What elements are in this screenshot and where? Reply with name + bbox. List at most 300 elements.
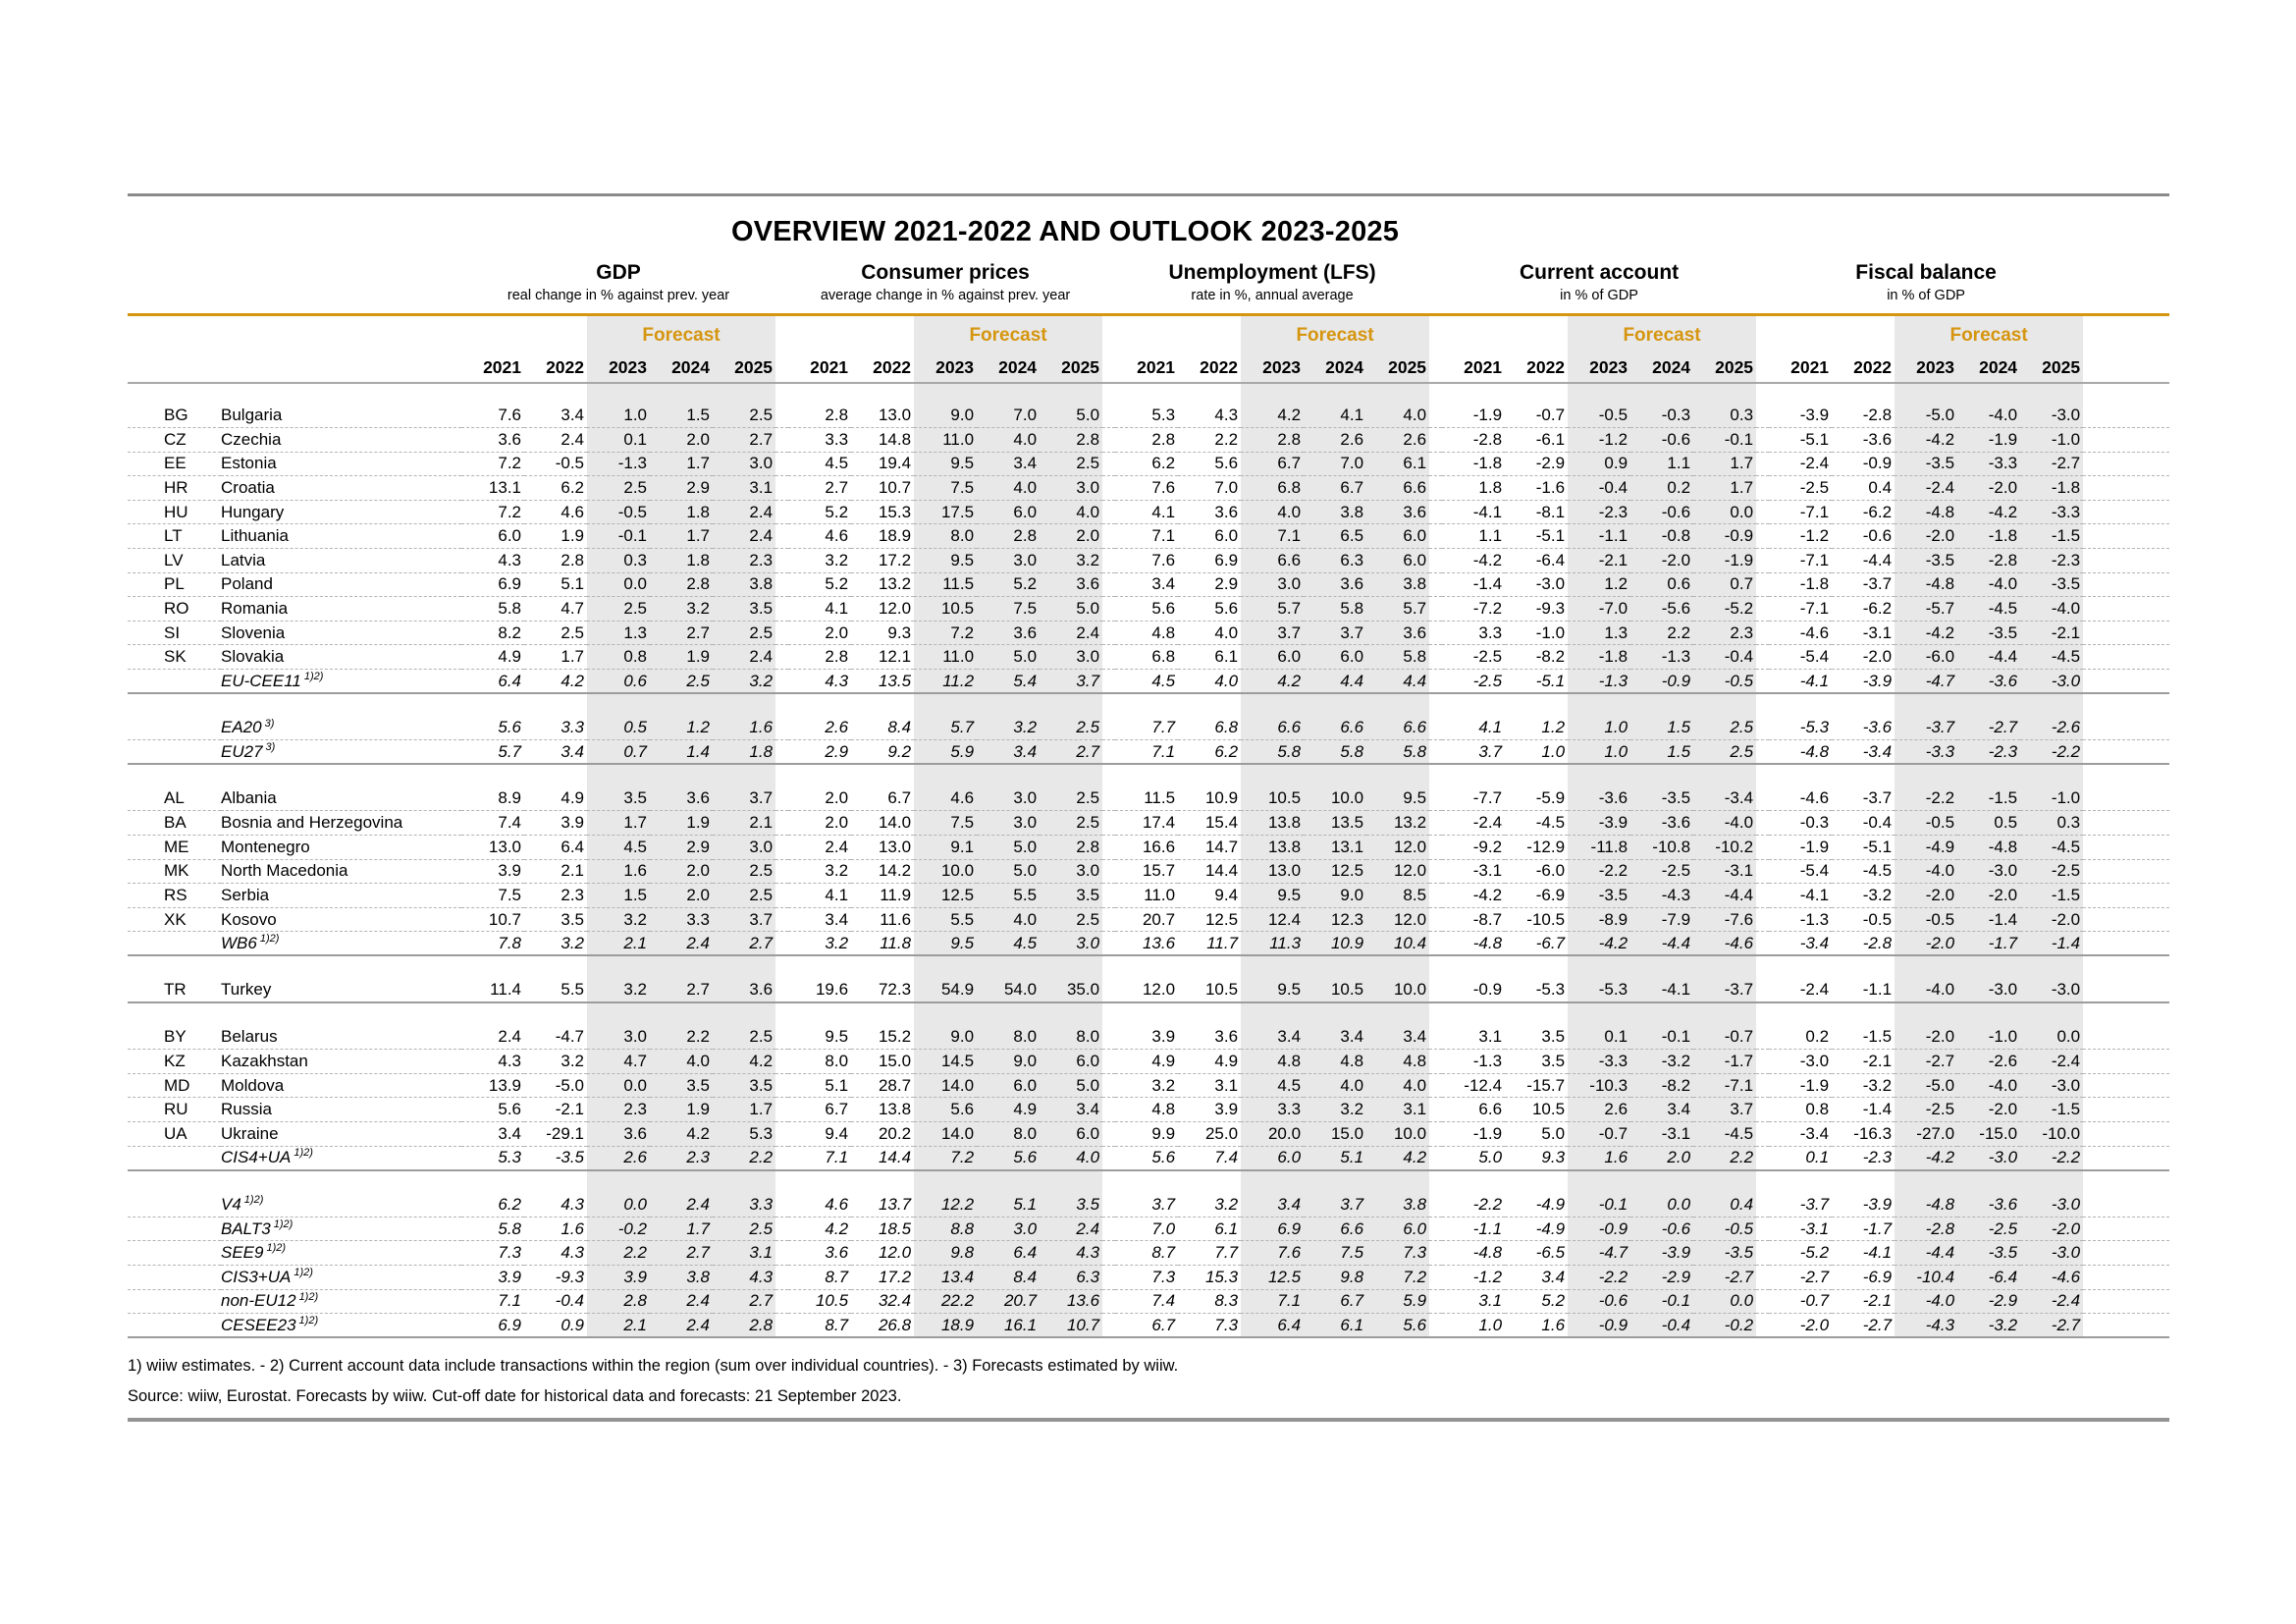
- value-cell: -3.1: [1442, 859, 1505, 884]
- footnote-marker: 1)2): [294, 1267, 313, 1279]
- value-cell: 8.4: [851, 716, 914, 740]
- value-cell: -2.2: [2020, 1146, 2083, 1170]
- year-header: 2022: [524, 348, 587, 383]
- row-tail: [2083, 314, 2169, 348]
- value-cell: -4.5: [1957, 597, 2020, 622]
- value-cell: -2.2: [2020, 740, 2083, 765]
- value-cell: 13.0: [851, 836, 914, 860]
- column-gap: [1756, 907, 1769, 932]
- value-cell: 2.8: [524, 549, 587, 573]
- value-cell: 3.6: [1366, 621, 1429, 645]
- value-cell: -2.0: [2020, 907, 2083, 932]
- country-code: [128, 1289, 221, 1314]
- value-cell: 2.2: [587, 1241, 650, 1266]
- value-cell: 4.2: [788, 1217, 851, 1241]
- value-cell: -3.5: [524, 1146, 587, 1170]
- value-cell: 3.2: [1304, 1098, 1366, 1122]
- column-gap: [1756, 716, 1769, 740]
- value-cell: 3.9: [524, 811, 587, 836]
- value-cell: 1.8: [1442, 476, 1505, 501]
- value-cell: -3.1: [1769, 1217, 1832, 1241]
- value-cell: 2.4: [713, 500, 775, 524]
- value-cell: 10.7: [1040, 1314, 1102, 1338]
- value-cell: 2.5: [713, 404, 775, 428]
- column-gap: [1756, 288, 1769, 314]
- year-header: 2025: [713, 348, 775, 383]
- value-cell: 17.2: [851, 549, 914, 573]
- value-cell: 1.7: [713, 1098, 775, 1122]
- value-cell: -4.4: [1895, 1241, 1957, 1266]
- value-cell: 5.7: [461, 740, 524, 765]
- spacer-cell: [1568, 955, 1756, 978]
- value-cell: 4.0: [1178, 670, 1241, 694]
- row-tail: [2083, 248, 2169, 288]
- value-cell: 0.7: [587, 740, 650, 765]
- spacer-cell: [1115, 1002, 1241, 1025]
- value-cell: 6.0: [1304, 645, 1366, 670]
- value-cell: 8.0: [914, 524, 977, 549]
- table-row: [128, 932, 2169, 956]
- value-cell: 1.5: [1630, 716, 1693, 740]
- value-cell: 3.5: [1505, 1050, 1568, 1074]
- country-name: [221, 1289, 461, 1314]
- column-gap: [775, 549, 788, 573]
- value-cell: -1.8: [1442, 452, 1505, 476]
- column-gap: [1756, 476, 1769, 501]
- value-cell: 7.1: [461, 1289, 524, 1314]
- column-gap: [1756, 811, 1769, 836]
- value-cell: 3.0: [977, 811, 1040, 836]
- row-tail: [2083, 404, 2169, 428]
- row-tail: [2083, 1289, 2169, 1314]
- value-cell: 2.1: [524, 859, 587, 884]
- value-cell: 2.5: [1693, 740, 1756, 765]
- value-cell: 2.8: [1115, 428, 1178, 453]
- column-gap: [1102, 621, 1115, 645]
- column-gap: [1756, 572, 1769, 597]
- value-cell: 4.4: [1366, 670, 1429, 694]
- value-cell: 4.0: [1040, 1146, 1102, 1170]
- value-cell: 2.4: [524, 428, 587, 453]
- value-cell: 0.5: [1957, 811, 2020, 836]
- value-cell: -0.1: [1630, 1289, 1693, 1314]
- value-cell: -0.5: [1832, 907, 1895, 932]
- value-cell: 14.0: [851, 811, 914, 836]
- subtitle-row: [128, 288, 2169, 314]
- value-cell: -3.9: [1832, 1193, 1895, 1218]
- row-tail: [2083, 955, 2169, 978]
- row-tail: [2083, 978, 2169, 1002]
- country-code: SI: [128, 621, 221, 645]
- row-tail: [2083, 670, 2169, 694]
- value-cell: 5.1: [1304, 1146, 1366, 1170]
- column-gap: [1102, 1098, 1115, 1122]
- year-header: 2021: [788, 348, 851, 383]
- value-cell: 6.7: [1115, 1314, 1178, 1338]
- value-cell: 3.2: [788, 549, 851, 573]
- value-cell: 3.2: [788, 932, 851, 956]
- column-gap: [775, 932, 788, 956]
- value-cell: 6.7: [1304, 476, 1366, 501]
- value-cell: 3.6: [1304, 572, 1366, 597]
- value-cell: 0.7: [1693, 572, 1756, 597]
- value-cell: -10.0: [2020, 1121, 2083, 1146]
- spacer-row: [128, 764, 2169, 786]
- spacer-cell: [587, 693, 775, 716]
- value-cell: 19.4: [851, 452, 914, 476]
- value-cell: -1.5: [2020, 1098, 2083, 1122]
- value-cell: -3.0: [2020, 670, 2083, 694]
- value-cell: 7.6: [1115, 476, 1178, 501]
- value-cell: -4.2: [1442, 884, 1505, 908]
- value-cell: -0.5: [1895, 811, 1957, 836]
- value-cell: 2.9: [650, 836, 713, 860]
- country-name-text: Hungary: [221, 502, 285, 521]
- value-cell: -6.9: [1505, 884, 1568, 908]
- column-gap: [1429, 811, 1442, 836]
- value-cell: 12.0: [851, 1241, 914, 1266]
- spacer-cell: [1568, 693, 1756, 716]
- value-cell: 13.8: [1241, 836, 1304, 860]
- value-cell: 22.2: [914, 1289, 977, 1314]
- spacer-cell: [1442, 1170, 1568, 1193]
- value-cell: -1.0: [2020, 428, 2083, 453]
- value-cell: 1.6: [1568, 1146, 1630, 1170]
- spacer-cell: [128, 693, 461, 716]
- value-cell: -3.9: [1832, 670, 1895, 694]
- column-gap: [1756, 383, 1769, 404]
- value-cell: -4.8: [1895, 1193, 1957, 1218]
- column-gap: [1429, 955, 1442, 978]
- value-cell: -4.1: [1832, 1241, 1895, 1266]
- value-cell: 11.5: [1115, 786, 1178, 811]
- country-name-text: Bosnia and Herzegovina: [221, 813, 403, 833]
- value-cell: -3.7: [1895, 716, 1957, 740]
- value-cell: 2.4: [650, 932, 713, 956]
- value-cell: -4.2: [1442, 549, 1505, 573]
- country-code: RU: [128, 1098, 221, 1122]
- row-tail: [2083, 383, 2169, 404]
- value-cell: -4.0: [1957, 1073, 2020, 1098]
- column-gap: [775, 500, 788, 524]
- value-cell: 2.8: [1040, 428, 1102, 453]
- spacer-cell: [1115, 764, 1241, 786]
- table-row: [128, 978, 2169, 1002]
- value-cell: 7.0: [977, 404, 1040, 428]
- column-gap: [1756, 1314, 1769, 1338]
- value-cell: -2.4: [1769, 978, 1832, 1002]
- spacer-cell: [1769, 764, 1895, 786]
- value-cell: -5.7: [1895, 597, 1957, 622]
- column-gap: [1756, 1002, 1769, 1025]
- value-cell: 5.8: [1241, 740, 1304, 765]
- column-gap: [1102, 1050, 1115, 1074]
- value-cell: 1.1: [1442, 524, 1505, 549]
- column-gap: [775, 621, 788, 645]
- column-gap: [1429, 1073, 1442, 1098]
- group-subtitle: in % of GDP: [1769, 288, 2083, 314]
- column-gap: [1102, 314, 1115, 348]
- value-cell: -3.4: [1832, 740, 1895, 765]
- table-row: [128, 1073, 2169, 1098]
- column-gap: [1429, 1241, 1442, 1266]
- value-cell: -0.7: [1769, 1289, 1832, 1314]
- value-cell: -2.0: [1895, 884, 1957, 908]
- value-cell: 5.0: [977, 645, 1040, 670]
- country-name-text: CESEE23: [221, 1315, 296, 1334]
- value-cell: -0.1: [1568, 1193, 1630, 1218]
- value-cell: 14.8: [851, 428, 914, 453]
- value-cell: -9.2: [1442, 836, 1505, 860]
- value-cell: -3.0: [1505, 572, 1568, 597]
- footnote-marker: 1)2): [298, 1290, 319, 1303]
- column-gap: [775, 1073, 788, 1098]
- value-cell: 8.0: [788, 1050, 851, 1074]
- value-cell: 4.2: [1241, 404, 1304, 428]
- value-cell: 4.1: [1442, 716, 1505, 740]
- value-cell: -5.0: [1895, 1073, 1957, 1098]
- value-cell: -3.2: [1630, 1050, 1693, 1074]
- column-gap: [1756, 978, 1769, 1002]
- value-cell: 2.7: [713, 932, 775, 956]
- value-cell: 1.8: [650, 549, 713, 573]
- value-cell: -7.1: [1769, 549, 1832, 573]
- column-gap: [775, 716, 788, 740]
- value-cell: 6.6: [1366, 716, 1429, 740]
- value-cell: 4.0: [1178, 621, 1241, 645]
- table-row: [128, 476, 2169, 501]
- value-cell: -3.0: [2020, 1073, 2083, 1098]
- value-cell: 4.5: [788, 452, 851, 476]
- table-row: [128, 716, 2169, 740]
- value-cell: -5.0: [1895, 404, 1957, 428]
- value-cell: 3.5: [713, 1073, 775, 1098]
- value-cell: -2.4: [1895, 476, 1957, 501]
- value-cell: 4.3: [1178, 404, 1241, 428]
- value-cell: -2.8: [1895, 1217, 1957, 1241]
- value-cell: 11.6: [851, 907, 914, 932]
- value-cell: -4.4: [1693, 884, 1756, 908]
- value-cell: -1.3: [1630, 645, 1693, 670]
- value-cell: 0.3: [2020, 811, 2083, 836]
- value-cell: 6.7: [851, 786, 914, 811]
- value-cell: -2.5: [1769, 476, 1832, 501]
- value-cell: 10.4: [1366, 932, 1429, 956]
- value-cell: 3.2: [524, 1050, 587, 1074]
- country-code: BY: [128, 1025, 221, 1050]
- country-name-text: EU-CEE11: [221, 671, 301, 690]
- value-cell: 3.3: [1442, 621, 1505, 645]
- table-row: [128, 572, 2169, 597]
- value-cell: 4.2: [650, 1121, 713, 1146]
- spacer-cell: [1442, 764, 1568, 786]
- value-cell: -3.1: [1630, 1121, 1693, 1146]
- value-cell: -5.1: [1505, 670, 1568, 694]
- value-cell: 5.8: [1366, 740, 1429, 765]
- year-header: 2021: [1769, 348, 1832, 383]
- value-cell: 1.7: [524, 645, 587, 670]
- value-cell: 1.0: [1505, 740, 1568, 765]
- value-cell: -1.9: [1442, 404, 1505, 428]
- value-cell: -6.4: [1957, 1265, 2020, 1289]
- table-row: [128, 1193, 2169, 1218]
- value-cell: -2.9: [1957, 1289, 2020, 1314]
- value-cell: 7.6: [1241, 1241, 1304, 1266]
- value-cell: -4.1: [1769, 670, 1832, 694]
- value-cell: -1.7: [1832, 1217, 1895, 1241]
- value-cell: -1.1: [1832, 978, 1895, 1002]
- group-subtitle: average change in % against prev. year: [788, 288, 1102, 314]
- country-name-text: non-EU12: [221, 1291, 296, 1311]
- column-gap: [1756, 764, 1769, 786]
- value-cell: 2.5: [713, 1217, 775, 1241]
- country-name-text: V4: [221, 1194, 241, 1214]
- value-cell: 4.3: [713, 1265, 775, 1289]
- value-cell: 12.3: [1304, 907, 1366, 932]
- value-cell: 3.4: [461, 1121, 524, 1146]
- value-cell: -3.7: [1832, 786, 1895, 811]
- value-cell: 4.3: [461, 549, 524, 573]
- value-cell: 3.3: [650, 907, 713, 932]
- country-code: AL: [128, 786, 221, 811]
- spacer-cell: [1115, 1170, 1241, 1193]
- group-subtitle: real change in % against prev. year: [461, 288, 775, 314]
- value-cell: 6.4: [524, 836, 587, 860]
- value-cell: 4.9: [461, 645, 524, 670]
- value-cell: 6.1: [1178, 1217, 1241, 1241]
- country-name: [221, 645, 461, 670]
- column-gap: [1429, 1002, 1442, 1025]
- column-gap: [1429, 716, 1442, 740]
- country-name-text: Belarus: [221, 1027, 278, 1047]
- value-cell: -0.9: [1832, 452, 1895, 476]
- value-cell: 4.3: [461, 1050, 524, 1074]
- column-gap: [775, 978, 788, 1002]
- country-code: KZ: [128, 1050, 221, 1074]
- spacer-cell: [1568, 1170, 1756, 1193]
- value-cell: 28.7: [851, 1073, 914, 1098]
- value-cell: -5.3: [1568, 978, 1630, 1002]
- spacer-cell: [461, 955, 587, 978]
- value-cell: 0.1: [1769, 1146, 1832, 1170]
- table-row: [128, 549, 2169, 573]
- value-cell: 14.4: [851, 1146, 914, 1170]
- value-cell: 1.3: [587, 621, 650, 645]
- value-cell: 6.5: [1304, 524, 1366, 549]
- value-cell: -2.9: [1630, 1265, 1693, 1289]
- value-cell: -0.6: [1630, 428, 1693, 453]
- value-cell: 13.5: [851, 670, 914, 694]
- value-cell: -4.9: [1505, 1193, 1568, 1218]
- value-cell: 2.6: [587, 1146, 650, 1170]
- row-tail: [2083, 645, 2169, 670]
- table-row: [128, 500, 2169, 524]
- spacer-row: [128, 693, 2169, 716]
- value-cell: 0.0: [1693, 500, 1756, 524]
- value-cell: 5.3: [1115, 404, 1178, 428]
- value-cell: 4.0: [977, 476, 1040, 501]
- value-cell: 0.4: [1832, 476, 1895, 501]
- value-cell: 13.6: [1115, 932, 1178, 956]
- year-header: 2023: [1568, 348, 1630, 383]
- value-cell: 11.8: [851, 932, 914, 956]
- value-cell: -2.7: [1693, 1265, 1756, 1289]
- value-cell: 1.2: [1568, 572, 1630, 597]
- value-cell: 5.9: [914, 740, 977, 765]
- column-gap: [1429, 836, 1442, 860]
- value-cell: 3.6: [650, 786, 713, 811]
- value-cell: 8.3: [1178, 1289, 1241, 1314]
- value-cell: -3.1: [1693, 859, 1756, 884]
- value-cell: 6.0: [1040, 1050, 1102, 1074]
- country-name: [221, 1241, 461, 1266]
- spacer-cell: [914, 1170, 1102, 1193]
- column-gap: [1429, 500, 1442, 524]
- value-cell: 7.2: [914, 1146, 977, 1170]
- row-tail: [2083, 1193, 2169, 1218]
- value-cell: -2.0: [1957, 884, 2020, 908]
- value-cell: -1.8: [1568, 645, 1630, 670]
- value-cell: -3.6: [1568, 786, 1630, 811]
- value-cell: 7.1: [1241, 524, 1304, 549]
- country-name: [221, 1314, 461, 1338]
- country-name: [221, 621, 461, 645]
- value-cell: 3.6: [587, 1121, 650, 1146]
- value-cell: -2.7: [1769, 1265, 1832, 1289]
- column-gap: [1429, 348, 1442, 383]
- country-name-text: Bulgaria: [221, 406, 283, 425]
- column-gap: [1756, 740, 1769, 765]
- value-cell: 13.2: [1366, 811, 1429, 836]
- value-cell: 2.5: [713, 621, 775, 645]
- value-cell: 9.5: [914, 932, 977, 956]
- country-name-text: BALT3: [221, 1218, 271, 1238]
- value-cell: 7.2: [461, 452, 524, 476]
- column-gap: [1756, 670, 1769, 694]
- value-cell: 5.5: [524, 978, 587, 1002]
- value-cell: 7.7: [1178, 1241, 1241, 1266]
- value-cell: -0.7: [1505, 404, 1568, 428]
- row-tail: [2083, 1265, 2169, 1289]
- value-cell: -6.9: [1832, 1265, 1895, 1289]
- value-cell: 1.9: [650, 1098, 713, 1122]
- value-cell: 3.7: [1115, 1193, 1178, 1218]
- value-cell: 4.9: [1178, 1050, 1241, 1074]
- value-cell: 14.4: [1178, 859, 1241, 884]
- table-row: [128, 1265, 2169, 1289]
- value-cell: -2.1: [2020, 621, 2083, 645]
- value-cell: -1.9: [1442, 1121, 1505, 1146]
- value-cell: 2.8: [1241, 428, 1304, 453]
- value-cell: 0.6: [1630, 572, 1693, 597]
- value-cell: 10.5: [788, 1289, 851, 1314]
- column-gap: [775, 572, 788, 597]
- overview-table: [128, 248, 2169, 1338]
- value-cell: -0.5: [587, 500, 650, 524]
- value-cell: 0.0: [1630, 1193, 1693, 1218]
- value-cell: -3.3: [1895, 740, 1957, 765]
- value-cell: -15.0: [1957, 1121, 2020, 1146]
- value-cell: 12.4: [1241, 907, 1304, 932]
- country-name-text: EU27: [221, 741, 263, 761]
- column-gap: [1102, 716, 1115, 740]
- column-gap: [775, 248, 788, 288]
- value-cell: 3.0: [977, 786, 1040, 811]
- value-cell: 4.0: [1304, 1073, 1366, 1098]
- value-cell: -3.5: [1693, 1241, 1756, 1266]
- value-cell: -0.4: [524, 1289, 587, 1314]
- table-row: [128, 859, 2169, 884]
